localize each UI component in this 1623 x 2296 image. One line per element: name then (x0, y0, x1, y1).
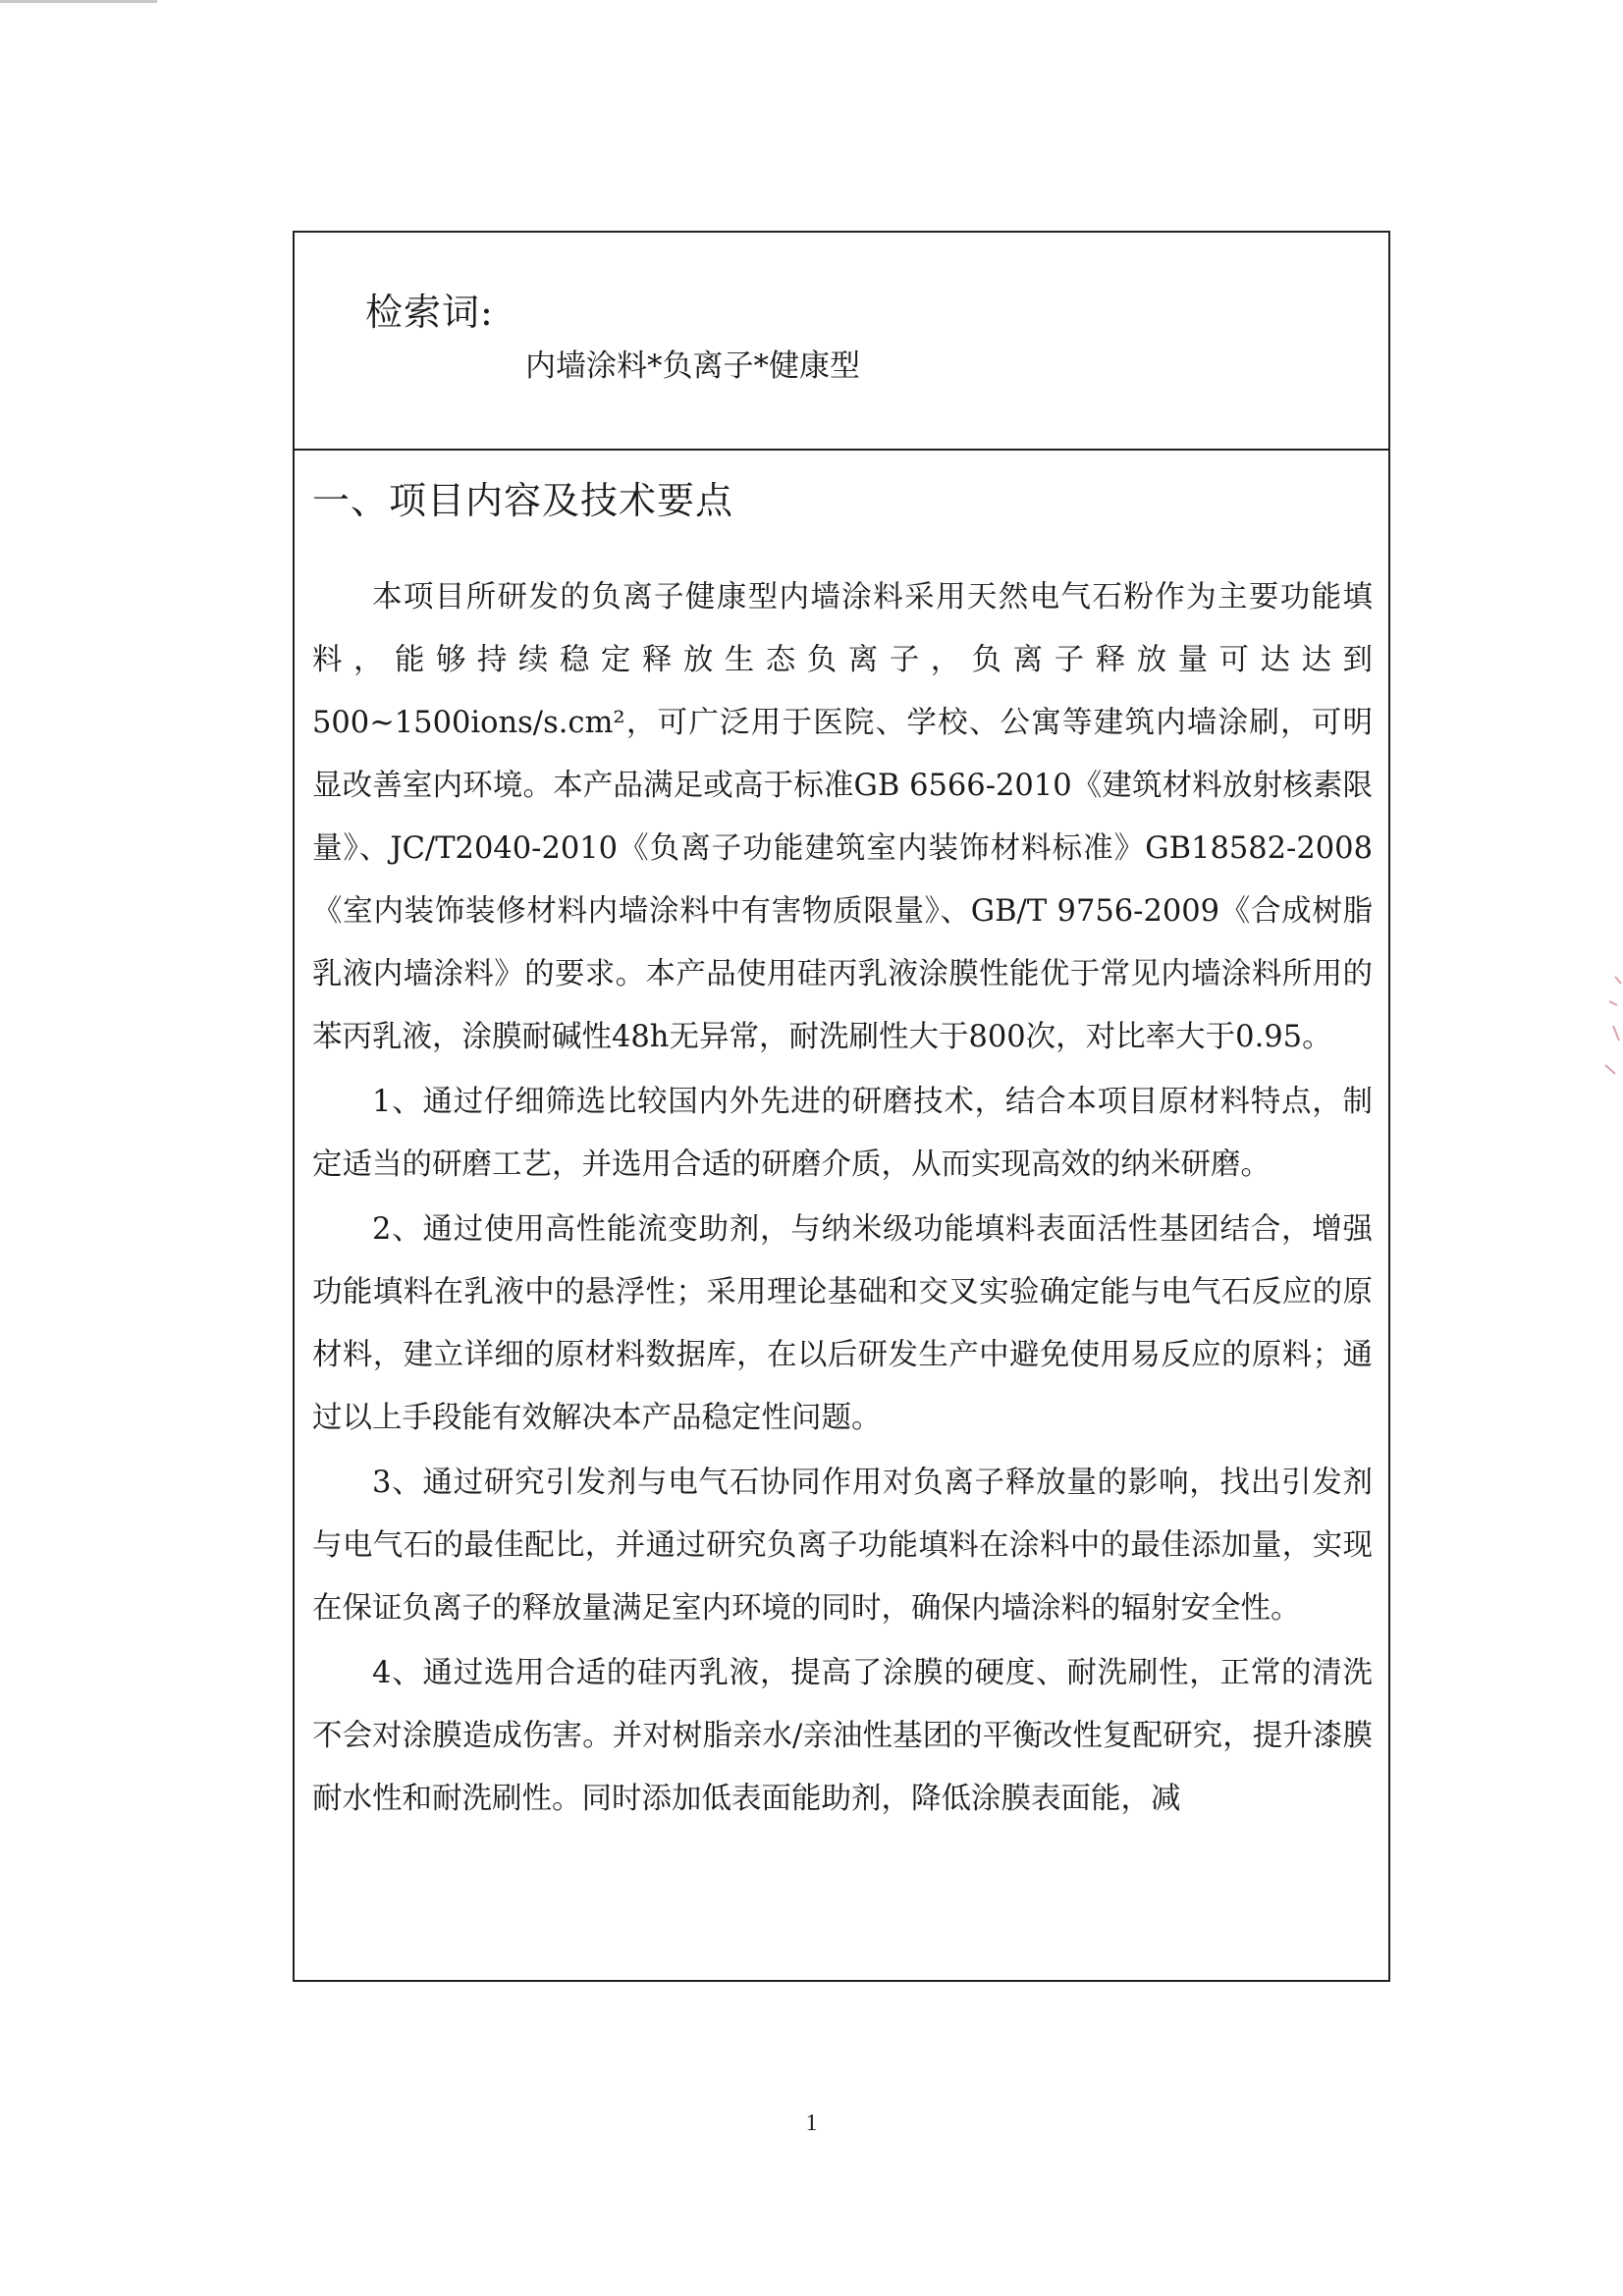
content-cell (295, 451, 1388, 1980)
section-body (312, 566, 1373, 1831)
paragraph-item-4: 4、通过选用合适的硅丙乳液，提高了涂膜的硬度、耐洗刷性，正常的清洗不会对涂膜造成伤害。并对树脂亲水/亲油性基团的平衡改性复配研究，提升漆膜耐水性和耐洗刷性。同时添加低表面能助剂，降低涂膜表面能，减 (312, 1656, 1373, 1816)
scan-edge-mark (0, 0, 157, 3)
keywords-label: 检索词: (365, 291, 494, 334)
form-table (293, 231, 1390, 1982)
page-number: 1 (805, 2110, 818, 2136)
margin-stamp-mark (1596, 972, 1623, 1090)
keywords-value: 内墙涂料*负离子*健康型 (525, 348, 860, 384)
paragraph-item-2: 2、通过使用高性能流变助剂，与纳米级功能填料表面活性基团结合，增强功能填料在乳液中的悬浮性；采用理论基础和交叉实验确定能与电气石反应的原材料，建立详细的原材料数据库，在以后研发生产中避免使用易反应的原料；通过以上手段能有效解决本产品稳定性问题。 (312, 1212, 1373, 1435)
paragraph-item-1: 1、通过仔细筛选比较国内外先进的研磨技术，结合本项目原材料特点，制定适当的研磨工艺，并选用合适的研磨介质，从而实现高效的纳米研磨。 (312, 1085, 1373, 1182)
keywords-cell (295, 233, 1388, 451)
paragraph-intro: 本项目所研发的负离子健康型内墙涂料采用天然电气石粉作为主要功能填料，能够持续稳定释放生态负离子，负离子释放量可达达到500~1500ions/s.cm²，可广泛用于医院、学校、公寓等建筑内墙涂刷，可明显改善室内环境。本产品满足或高于标准GB 6566-2010《建筑材料放射核素限量》、JC/T2040-2010《负离子功能建筑室内装饰材料标准》GB18582-2008《室内装饰装修材料内墙涂料中有害物质限量》、GB/T 9756-2009《合成树脂乳液内墙涂料》的要求。本产品使用硅丙乳液涂膜性能优于常见内墙涂料所用的苯丙乳液，涂膜耐碱性48h无异常，耐洗刷性大于800次，对比率大于0.95。 (312, 580, 1373, 1054)
paragraph-item-3: 3、通过研究引发剂与电气石协同作用对负离子释放量的影响，找出引发剂与电气石的最佳配比，并通过研究负离子功能填料在涂料中的最佳添加量，实现在保证负离子的释放量满足室内环境的同时，确保内墙涂料的辐射安全性。 (312, 1466, 1373, 1626)
section-title: 一、项目内容及技术要点 (312, 479, 734, 522)
